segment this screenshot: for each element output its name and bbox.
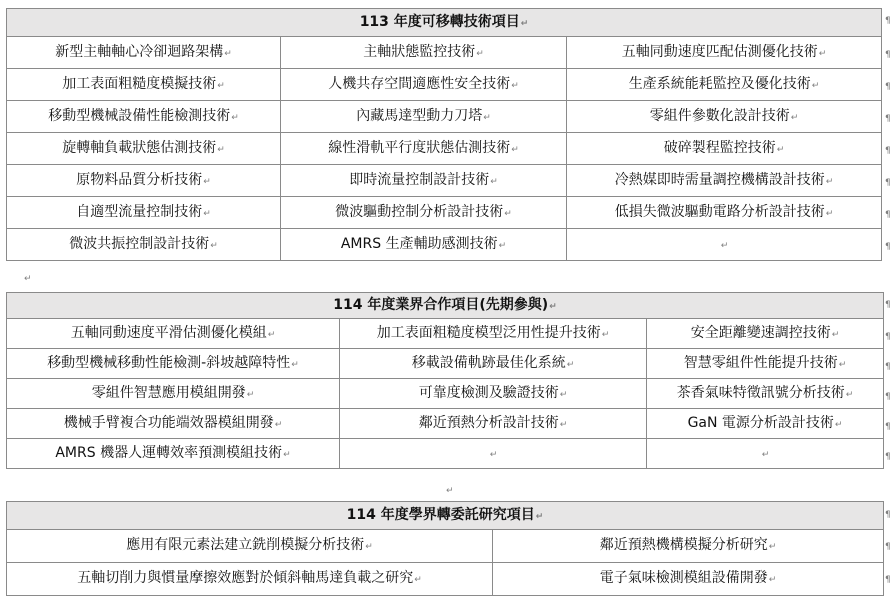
table-header xyxy=(7,9,882,37)
row-end-mark: ¶ xyxy=(885,16,891,26)
table-114-industry-cooperation xyxy=(6,292,884,469)
row-end-mark: ¶ xyxy=(885,178,891,188)
table-cell: AMRS 機器人運轉效率預測模組技術↵ xyxy=(7,439,340,469)
table-cell: 新型主軸軸心冷卻迴路架構↵ xyxy=(7,37,281,69)
table-cell: 安全距離變速調控技術↵ xyxy=(647,319,884,349)
table-cell: 加工表面粗糙度模型泛用性提升技術↵ xyxy=(340,319,647,349)
row-end-mark: ¶ xyxy=(885,362,891,372)
table-cell: 旋轉軸負載狀態估測技術↵ xyxy=(7,133,281,165)
table-title: 114 年度業界合作項目(先期參與) xyxy=(333,296,549,313)
row-end-mark: ¶ xyxy=(885,50,891,60)
table-113-transferable-tech xyxy=(6,8,882,261)
row-end-mark: ¶ xyxy=(885,242,891,252)
table-cell: 即時流量控制設計技術↵ xyxy=(281,165,567,197)
table-cell: 移動型機械設備性能檢測技術↵ xyxy=(7,101,281,133)
table-title: 113 年度可移轉技術項目 xyxy=(359,13,520,30)
table-header xyxy=(7,293,884,319)
table-header xyxy=(7,502,884,530)
table-cell: 原物料品質分析技術↵ xyxy=(7,165,281,197)
table-cell: GaN 電源分析設計技術↵ xyxy=(647,409,884,439)
table-cell: 人機共存空間適應性安全技術↵ xyxy=(281,69,567,101)
table-cell-empty: ↵ xyxy=(647,439,884,469)
table-cell: 鄰近預熱機構模擬分析研究↵ xyxy=(493,530,884,563)
table-title: 114 年度學界轉委託研究項目 xyxy=(346,506,535,523)
row-end-mark: ¶ xyxy=(885,542,891,552)
table-cell: 五軸同動速度匹配估測優化技術↵ xyxy=(567,37,882,69)
table-cell: 冷熱媒即時需量調控機構設計技術↵ xyxy=(567,165,882,197)
table-cell: 五軸同動速度平滑估測優化模組↵ xyxy=(7,319,340,349)
table-cell: 線性滑軌平行度狀態估測技術↵ xyxy=(281,133,567,165)
row-end-mark: ¶ xyxy=(885,146,891,156)
table-cell: 零組件智慧應用模組開發↵ xyxy=(7,379,340,409)
table-cell: 低損失微波驅動電路分析設計技術↵ xyxy=(567,197,882,229)
table-cell: 移載設備軌跡最佳化系統↵ xyxy=(340,349,647,379)
table-cell: 應用有限元素法建立銑削模擬分析技術↵ xyxy=(7,530,493,563)
cell-end-mark: ↵ xyxy=(520,18,529,29)
table-cell: 加工表面粗糙度模擬技術↵ xyxy=(7,69,281,101)
row-end-mark: ¶ xyxy=(885,510,891,520)
paragraph-mark: ↵ xyxy=(446,486,454,496)
cell-end-mark: ↵ xyxy=(535,511,544,522)
table-114-academic-research xyxy=(6,501,884,596)
table-cell: 五軸切削力與慣量摩擦效應對於傾斜軸馬達負載之研究↵ xyxy=(7,563,493,596)
row-end-mark: ¶ xyxy=(885,422,891,432)
table-cell: 茶香氣味特徵訊號分析技術↵ xyxy=(647,379,884,409)
table-cell: 微波驅動控制分析設計技術↵ xyxy=(281,197,567,229)
table-cell: AMRS 生產輔助感測技術↵ xyxy=(281,229,567,261)
table-cell: 自適型流量控制技術↵ xyxy=(7,197,281,229)
table-cell-empty: ↵ xyxy=(340,439,647,469)
row-end-mark: ¶ xyxy=(885,452,891,462)
table-cell: 破碎製程監控技術↵ xyxy=(567,133,882,165)
row-end-mark: ¶ xyxy=(885,575,891,585)
row-end-mark: ¶ xyxy=(885,392,891,402)
table-cell: 主軸狀態監控技術↵ xyxy=(281,37,567,69)
row-end-mark: ¶ xyxy=(885,300,891,310)
cell-end-mark: ↵ xyxy=(549,301,557,312)
table-cell: 可靠度檢測及驗證技術↵ xyxy=(340,379,647,409)
table-cell: 內藏馬達型動力刀塔↵ xyxy=(281,101,567,133)
row-end-mark: ¶ xyxy=(885,114,891,124)
paragraph-mark: ↵ xyxy=(24,274,32,284)
table-cell: 鄰近預熱分析設計技術↵ xyxy=(340,409,647,439)
row-end-mark: ¶ xyxy=(885,82,891,92)
table-cell: 移動型機械移動性能檢測-斜坡越障特性↵ xyxy=(7,349,340,379)
table-cell: 零組件參數化設計技術↵ xyxy=(567,101,882,133)
table-cell: 機械手臂複合功能端效器模組開發↵ xyxy=(7,409,340,439)
table-cell: 生產系統能耗監控及優化技術↵ xyxy=(567,69,882,101)
table-cell: 電子氣味檢測模組設備開發↵ xyxy=(493,563,884,596)
table-cell-empty: ↵ xyxy=(567,229,882,261)
table-cell: 智慧零組件性能提升技術↵ xyxy=(647,349,884,379)
row-end-mark: ¶ xyxy=(885,332,891,342)
table-cell: 微波共振控制設計技術↵ xyxy=(7,229,281,261)
row-end-mark: ¶ xyxy=(885,210,891,220)
